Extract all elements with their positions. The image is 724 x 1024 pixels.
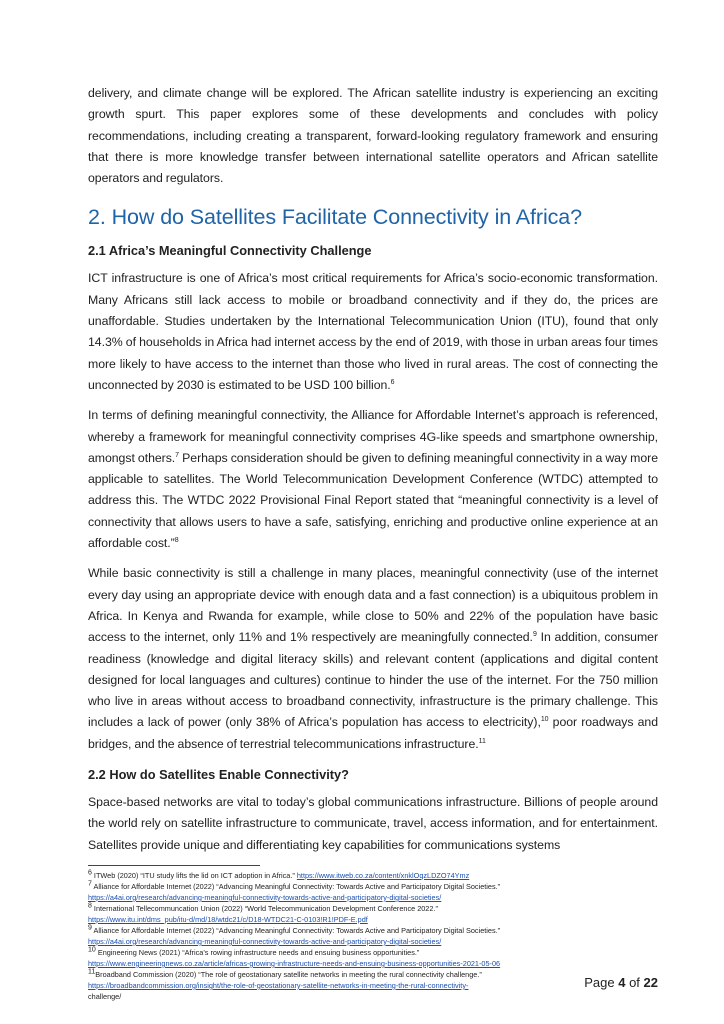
paragraph-meaningful-connectivity: [88, 405, 658, 554]
current-page: 4: [618, 975, 626, 990]
footnotes: [88, 870, 658, 1002]
footnote-10-link-row: [88, 958, 658, 969]
footnote-9-link-row: [88, 936, 658, 947]
footnote-7-link-row: [88, 892, 658, 903]
footnote-ref-6[interactable]: 6: [390, 378, 395, 386]
total-pages: 22: [643, 975, 658, 990]
paragraph-text: poor roadways and bridges, and the absence of terrestrial telecommunications infrastructure.: [88, 715, 658, 751]
footnote-separator: [88, 865, 260, 866]
footnote-11-link-row: [88, 980, 658, 991]
intro-paragraph: delivery, and climate change will be explored. The African satellite industry is experiencing an exciting growth spurt. This paper explores some of these developments and concludes with policy recommendations, including creating a transparent, forward-looking regulatory framework and ensuring that there is more knowledge transfer between international satellite operators and African satellite operators and regulators.: [88, 86, 658, 186]
footnote-7: $^7$ Alliance for Affordable Internet (2022) “Advancing Meaningful Connectivity: Towards Active and Participatory Digital Societies.”: [88, 880, 501, 891]
footnote-ref-8[interactable]: 8: [174, 536, 179, 544]
footnote-8-link-row: [88, 914, 658, 925]
footnote-ref-7[interactable]: 7: [175, 451, 180, 459]
paragraph-text: In terms of defining meaningful connectivity, the Alliance for Affordable Internet’s approach is referenced, whereby a framework for meaningful connectivity comprises 4G-like speeds and smartphone ownership, amongst others.: [88, 408, 658, 465]
paragraph-text: While basic connectivity is still a challenge in many places, meaningful connectivity (use of the internet every day using an appropriate device with enough data and a fast connection) is a ubiquitous problem in Africa. In Kenya and Rwanda for example, while close to 50% and 22% of the population have basic access to the internet, only 11% and 1% respectively are meaningfully connected.: [88, 566, 658, 645]
footnote-ref-9[interactable]: 9: [532, 631, 537, 639]
footnote-8: $^8$ International Tellecommuncation Union (2022) “World Telecommunication Development Conference 2022.”: [88, 902, 438, 913]
footnote-6: $^6$ ITWeb (2020) “ITU study lifts the lid on ICT adoption in Africa.” https://www.itweb.co.za/content/xnklOqzLDZO74Ymz: [88, 869, 470, 880]
footnote-11: $^{11}$Broadband Commission (2020) “The role of geostationary satellite networks in meeting the rural connectivity challenge.”: [88, 968, 482, 979]
footnote-link[interactable]: https://www.itu.int/dms_pub/itu-d/md/18/wtdc21/c/D18-WTDC21-C-0103!R1!PDF-E.pdf: [88, 914, 368, 924]
footnote-9: $^9$ Alliance for Affordable Internet (2022) “Advancing Meaningful Connectivity: Towards Active and Participatory Digital Societies.”: [88, 924, 501, 935]
footnote-link[interactable]: https://www.itweb.co.za/content/xnklOqzLDZO74Ymz: [296, 870, 470, 880]
paragraph-text: In addition, consumer readiness (knowledge and digital literacy skills) and relevant content (applications and digital content designed for local languages and cultures) continue to hinder the use of the internet. For the 750 million who live in areas without access to broadband connectivity, infrastructure is the primary challenge. This includes a lack of power (only 38% of Africa’s population has access to electricity),: [88, 630, 658, 730]
footnote-10: $^{10}$ Engineering News (2021) “Africa’s rowing infrastructure needs and ensuing business opportunities.”: [88, 946, 420, 957]
footnote-link[interactable]: https://www.engineeringnews.co.za/article/africas-growing-infrastructure-needs-and-ensuing-business-opportunities-2021-05-06: [88, 958, 501, 968]
footnote-link[interactable]: https://broadbandcommission.org/insight/the-role-of-geostationary-satellite-networks-in-meeting-the-rural-connectivity-: [88, 980, 469, 990]
paragraph-ict-infrastructure: [88, 268, 658, 396]
subsection-heading-2-1: 2.1 Africa’s Meaningful Connectivity Challenge: [88, 243, 372, 259]
paragraph-text: Perhaps consideration should be given to defining meaningful connectivity in a way more applicable to satellites. The World Telecommunication Development Conference (WTDC) attempted to address this. The WTDC 2022 Provisional Final Report stated that “meaningful connectivity is a level of connectivity that allows users to have a safe, satisfying, enriching and productive online experience at an affordable cost.”: [88, 450, 658, 551]
footnote-link[interactable]: https://a4ai.org/research/advancing-meaningful-connectivity-towards-active-and-participatory-digital-societies/: [88, 936, 442, 946]
page-content: [88, 83, 658, 1002]
section-heading: 2. How do Satellites Facilitate Connectivity in Africa?: [88, 205, 583, 230]
footnote-link[interactable]: https://a4ai.org/research/advancing-meaningful-connectivity-towards-active-and-participatory-digital-societies/: [88, 892, 442, 902]
paragraph-space-based-networks: Space-based networks are vital to today’s global communications infrastructure. Billions of people around the world rely on satellite infrastructure to communicate, travel, access information, and for entertainment. Satellites provide unique and differentiating key capabilities for communications systems: [88, 795, 658, 852]
footnote-ref-11[interactable]: 11: [478, 737, 486, 745]
page-number-footer: Page 4 of 22: [584, 975, 658, 990]
paragraph-basic-connectivity: [88, 563, 658, 755]
subsection-heading-2-2: 2.2 How do Satellites Enable Connectivity?: [88, 767, 349, 783]
paragraph-text: ICT infrastructure is one of Africa’s most critical requirements for Africa’s socio-economic transformation. Many Africans still lack access to mobile or broadband connectivity and if they do, the prices are unaffordable. Studies undertaken by the International Telecommunication Union (ITU), found that only 14.3% of households in Africa had internet access by the end of 2019, with those in urban areas four times more likely to have access to the internet than those who lived in rural areas. The cost of connecting the unconnected by 2030 is estimated to be USD 100 billion.: [88, 271, 658, 392]
footnote-11-tail: challenge/: [88, 991, 122, 1001]
footnote-ref-10[interactable]: 10: [540, 716, 549, 724]
